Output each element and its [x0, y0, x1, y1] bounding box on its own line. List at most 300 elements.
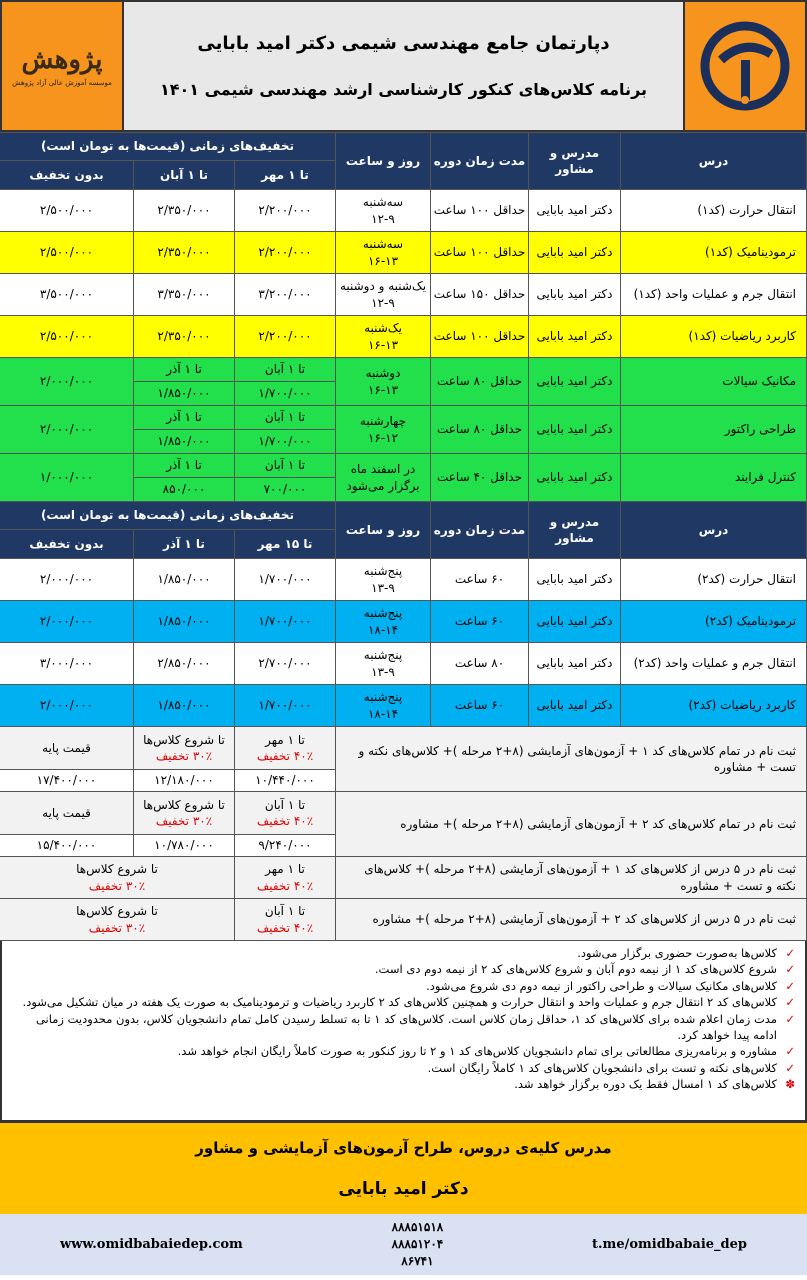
- col-course: [621, 133, 807, 190]
- course-row: [0, 406, 807, 430]
- day-time-line1: یک‌شنبه: [364, 321, 402, 336]
- course-row: [0, 559, 807, 601]
- telegram-link[interactable]: t.me/omidbabaie_dep: [592, 1237, 747, 1252]
- note-item: [12, 994, 795, 1010]
- course-name: [621, 685, 807, 727]
- package-price-3-text: ۱۵/۴۰۰/۰۰۰: [36, 838, 97, 853]
- package-discount-2-line2: ۳۰٪ تخفیف: [155, 814, 213, 828]
- discount-label-1: [235, 358, 336, 382]
- day-time: [336, 232, 431, 274]
- package-price-3-text: ۱۷/۴۰۰/۰۰۰: [36, 773, 97, 788]
- package-discount-2: [0, 857, 235, 899]
- price-2-text: ۲/۳۵۰/۰۰۰: [157, 245, 211, 260]
- website-link[interactable]: www.omidbabaiedep.com: [60, 1237, 243, 1252]
- price-1: [235, 643, 336, 685]
- package-discount-2: [0, 899, 235, 941]
- package-desc-text: ثبت نام در ۵ درس از کلاس‌های کد ۲ + آزمون‌های آزمایشی (۸+۲ مرحله )+ مشاوره: [372, 912, 796, 927]
- package-discount-1: [235, 727, 336, 770]
- duration: [431, 454, 529, 502]
- package-desc: [336, 792, 807, 857]
- package-desc: [336, 727, 807, 792]
- price-3-text: ۲/۰۰۰/۰۰۰: [39, 614, 94, 629]
- package-desc-text: ثبت نام در تمام کلاس‌های کد ۲ + آزمون‌های آزمایشی (۸+۲ مرحله )+ مشاوره: [400, 816, 796, 831]
- price-1-text: ۷۰۰/۰۰۰: [263, 482, 307, 497]
- price-1-text: ۱/۷۰۰/۰۰۰: [258, 614, 312, 629]
- package-discount-2-line2: ۳۰٪ تخفیف: [155, 749, 213, 763]
- package-discount-2-line1: تا شروع کلاس‌ها: [143, 732, 225, 747]
- footer-line1: مدرس کلیه‌ی دروس، طراح آزمون‌های آزمایشی و مشاور: [195, 1138, 612, 1157]
- price-2-text: ۱/۸۵۰/۰۰۰: [157, 614, 211, 629]
- day-time: [336, 358, 431, 406]
- col-discounts: [0, 133, 336, 161]
- phone-3[interactable]: ۸۶۷۴۱: [401, 1254, 434, 1268]
- header-titles: [124, 2, 683, 130]
- col-course: [621, 502, 807, 559]
- teacher: [529, 685, 621, 727]
- col-teacher: [529, 502, 621, 559]
- teacher-text: دکتر امید بابایی: [536, 329, 613, 344]
- package-discount-2-line2: ۳۰٪ تخفیف: [88, 878, 146, 893]
- teacher-text: دکتر امید بابایی: [536, 572, 613, 587]
- phone-numbers: [392, 1219, 444, 1270]
- package-discount-1-line2: ۴۰٪ تخفیف: [256, 878, 314, 893]
- teacher: [529, 190, 621, 232]
- course-name: [621, 358, 807, 406]
- price-1: [235, 190, 336, 232]
- day-time-line1: یک‌شنبه و دوشنبه: [339, 279, 427, 294]
- col-discounts-text: تخفیف‌های زمانی (قیمت‌ها به تومان است): [40, 139, 295, 154]
- price-2-text: ۲/۳۵۰/۰۰۰: [157, 203, 211, 218]
- day-time-line1: در اسفند ماه: [350, 462, 416, 477]
- discount-label-1: [235, 454, 336, 478]
- package-price-2-text: ۱۲/۱۸۰/۰۰۰: [154, 773, 214, 788]
- package-discount-1: [235, 792, 336, 835]
- note-text: کلاس‌های کد ۱ امسال فقط یک دوره برگزار خواهد شد.: [514, 1077, 777, 1092]
- header: [0, 0, 807, 132]
- col-discount-3: [0, 161, 134, 190]
- package-row: [0, 899, 807, 941]
- package-discount-1: [235, 857, 336, 899]
- day-time-line2: ۱۳-۹: [371, 664, 395, 679]
- course-name: [621, 190, 807, 232]
- price-1-text: ۱/۷۰۰/۰۰۰: [258, 434, 312, 449]
- package-price-1-text: ۹/۲۴۰/۰۰۰: [258, 838, 312, 853]
- course-row: [0, 601, 807, 643]
- package-price-2: [134, 770, 235, 792]
- price-1: [235, 274, 336, 316]
- col-discount-2: [134, 161, 235, 190]
- price-2-text: ۱/۸۵۰/۰۰۰: [157, 698, 211, 713]
- price-2-text: ۸۵۰/۰۰۰: [162, 482, 206, 497]
- discount-label-2-text: تا ۱ آذر: [166, 410, 202, 425]
- teacher-text: دکتر امید بابایی: [536, 203, 613, 218]
- price-3-text: ۱/۰۰۰/۰۰۰: [39, 470, 94, 485]
- col-duration: [431, 133, 529, 190]
- footer-banner: [0, 1122, 807, 1214]
- price-3: [0, 358, 134, 406]
- day-time-line2: ۱۶-۱۳: [367, 337, 399, 352]
- course-name-text: کاربرد ریاضیات (کد۲): [688, 698, 796, 713]
- check-icon: ✓: [785, 946, 795, 960]
- note-text: شروع کلاس‌های کد ۱ از نیمه دوم آبان و شروع کلاس‌های کد ۲ از نیمه دوم دی است.: [374, 962, 777, 977]
- package-discount-2-line1: تا شروع کلاس‌ها: [76, 904, 158, 919]
- price-3-text: ۲/۵۰۰/۰۰۰: [39, 203, 94, 218]
- price-3-text: ۲/۰۰۰/۰۰۰: [39, 698, 94, 713]
- day-time-line2: ۱۶-۱۳: [367, 382, 399, 397]
- day-time: [336, 190, 431, 232]
- course-name: [621, 559, 807, 601]
- note-text: کلاس‌های کد ۲ انتقال جرم و عملیات واحد و انتقال حرارت و همچنین کلاس‌های کد ۲ کاربرد ریاضیات و ترمودینامیک به صورت یک هفته در میان تشکیل می‌شود.: [22, 995, 777, 1010]
- teacher-text: دکتر امید بابایی: [536, 470, 613, 485]
- teacher: [529, 232, 621, 274]
- discount-label-1-text: تا ۱ آبان: [264, 362, 306, 377]
- price-1: [235, 382, 336, 406]
- price-1-text: ۲/۷۰۰/۰۰۰: [258, 656, 312, 671]
- price-3-text: ۲/۰۰۰/۰۰۰: [39, 374, 94, 389]
- day-time-line2: ۱۶-۱۳: [367, 253, 399, 268]
- page-subtitle: برنامه کلاس‌های کنکور کارشناسی ارشد مهندسی شیمی ۱۴۰۱: [159, 80, 648, 99]
- note-item: [12, 1060, 795, 1076]
- price-3-text: ۲/۵۰۰/۰۰۰: [39, 329, 94, 344]
- duration-text: ۶۰ ساعت: [454, 572, 505, 587]
- duration-text: ۸۰ ساعت: [454, 656, 505, 671]
- col-day-text: روز و ساعت: [345, 522, 421, 537]
- col-discount-3: [0, 530, 134, 559]
- teacher-text: دکتر امید بابایی: [536, 614, 613, 629]
- col-discount-2-text: تا ۱ آبان: [159, 167, 209, 182]
- price-3: [0, 643, 134, 685]
- check-icon: ✓: [785, 978, 795, 993]
- col-course-text: درس: [698, 522, 729, 537]
- discount-label-1-text: تا ۱ آبان: [264, 410, 306, 425]
- price-2-text: ۱/۸۵۰/۰۰۰: [157, 572, 211, 587]
- page-title: دپارتمان جامع مهندسی شیمی دکتر امید بابایی: [197, 33, 610, 54]
- duration: [431, 643, 529, 685]
- teacher: [529, 454, 621, 502]
- duration: [431, 232, 529, 274]
- price-2-text: ۲/۸۵۰/۰۰۰: [157, 656, 211, 671]
- col-day-text: روز و ساعت: [345, 153, 421, 168]
- price-3: [0, 685, 134, 727]
- package-desc-text: ثبت نام در ۵ درس از کلاس‌های کد ۱ + آزمون‌های آزمایشی (۸+۲ مرحله )+ کلاس‌های نکته و تست + مشاوره: [364, 862, 796, 893]
- duration: [431, 190, 529, 232]
- course-name-text: طراحی راکتور: [724, 422, 796, 437]
- package-discount-2-line2: ۳۰٪ تخفیف: [88, 920, 146, 935]
- col-discount-1: [235, 161, 336, 190]
- day-time-line2: ۱۲-۹: [371, 211, 395, 226]
- course-row: [0, 358, 807, 382]
- note-text: کلاس‌های نکته و تست برای دانشجویان کلاس‌های کد ۱ کاملاً رایگان است.: [427, 1060, 777, 1075]
- check-icon: ✓: [785, 1044, 795, 1059]
- teacher-text: دکتر امید بابایی: [536, 422, 613, 437]
- check-icon: ✓: [785, 962, 795, 977]
- price-1: [235, 559, 336, 601]
- package-discount-1-line1: تا ۱ مهر: [265, 862, 305, 877]
- discount-label-2: [134, 454, 235, 478]
- note-item: [12, 1076, 795, 1092]
- course-row: [0, 454, 807, 478]
- course-name: [621, 232, 807, 274]
- col-discount-1-text: تا ۱۵ مهر: [257, 536, 313, 551]
- note-text: کلاس‌های مکانیک سیالات و طراحی راکتور از نیمه دوم دی شروع می‌شود.: [426, 978, 777, 993]
- duration: [431, 601, 529, 643]
- price-1-text: ۱/۷۰۰/۰۰۰: [258, 698, 312, 713]
- price-2-text: ۱/۸۵۰/۰۰۰: [157, 434, 211, 449]
- course-name: [621, 601, 807, 643]
- course-row: [0, 190, 807, 232]
- col-duration-text: مدت زمان دوره: [433, 153, 526, 168]
- price-3: [0, 190, 134, 232]
- package-discount-1-line2: ۴۰٪ تخفیف: [256, 814, 314, 828]
- package-desc: [336, 857, 807, 899]
- col-discount-2: [134, 530, 235, 559]
- duration-text: حداقل ۱۰۰ ساعت: [433, 329, 526, 344]
- package-discount-1: [235, 899, 336, 941]
- duration-text: حداقل ۴۰ ساعت: [436, 470, 523, 485]
- price-3: [0, 316, 134, 358]
- note-item: [12, 978, 795, 994]
- discount-label-2: [134, 358, 235, 382]
- course-row: [0, 685, 807, 727]
- course-row: [0, 274, 807, 316]
- package-price-2-text: ۱۰/۷۸۰/۰۰۰: [154, 838, 214, 853]
- day-time-line2: ۱۶-۱۲: [367, 430, 399, 445]
- note-item: [12, 1043, 795, 1059]
- price-1-text: ۱/۷۰۰/۰۰۰: [258, 572, 312, 587]
- course-name: [621, 316, 807, 358]
- day-time-line1: پنج‌شنبه: [363, 564, 403, 579]
- note-item: [12, 1011, 795, 1044]
- duration-text: ۶۰ ساعت: [454, 698, 505, 713]
- price-2: [134, 232, 235, 274]
- col-discount-3-text: بدون تخفیف: [29, 536, 104, 551]
- price-3: [0, 232, 134, 274]
- price-3: [0, 274, 134, 316]
- note-text: مدت زمان اعلام شده برای کلاس‌های کد ۱، حداقل زمان کلاس است. کلاس‌های کد ۱ تا به تسلط رسیدن کامل تمام دانشجویان کلاس، بدون محدودیت زمانی ادامه پیدا خواهد کرد.: [35, 1011, 777, 1043]
- note-item: [12, 945, 795, 961]
- course-name: [621, 274, 807, 316]
- department-logo: [683, 2, 805, 130]
- check-icon: ✓: [785, 995, 795, 1010]
- course-name-text: ترمودینامیک (کد۱): [705, 245, 796, 260]
- price-2: [134, 601, 235, 643]
- contact-bar: [0, 1214, 807, 1275]
- duration-text: ۶۰ ساعت: [454, 614, 505, 629]
- price-2: [134, 316, 235, 358]
- discount-label-2-text: تا ۱ آذر: [166, 458, 202, 473]
- duration-text: حداقل ۱۰۰ ساعت: [433, 203, 526, 218]
- price-1: [235, 232, 336, 274]
- package-price-3: [0, 770, 134, 792]
- price-3: [0, 601, 134, 643]
- schedule-table: [0, 132, 807, 941]
- day-time-line2: ۱۲-۹: [371, 295, 395, 310]
- package-desc-text: ثبت نام در تمام کلاس‌های کد ۱ + آزمون‌های آزمایشی (۸+۲ مرحله )+ کلاس‌های نکته و تست + مشاوره: [358, 743, 796, 774]
- course-name-text: کاربرد ریاضیات (کد۱): [688, 329, 796, 344]
- package-discount-2: [134, 727, 235, 770]
- day-time: [336, 406, 431, 454]
- day-time: [336, 685, 431, 727]
- price-2: [134, 274, 235, 316]
- check-icon: ✓: [785, 1060, 795, 1075]
- package-row: [0, 792, 807, 835]
- teacher: [529, 358, 621, 406]
- col-day: [336, 502, 431, 559]
- check-icon: ✓: [785, 1011, 795, 1026]
- note-item: [12, 961, 795, 977]
- price-2: [134, 190, 235, 232]
- col-discount-1-text: تا ۱ مهر: [261, 167, 309, 182]
- price-1: [235, 601, 336, 643]
- package-discount-2-line1: تا شروع کلاس‌ها: [76, 862, 158, 877]
- day-time-line2: ۱۸-۱۴: [367, 622, 399, 637]
- package-discount-1-line1: تا ۱ آبان: [264, 904, 306, 919]
- package-row: [0, 727, 807, 770]
- package-discount-1-line1: تا ۱ آبان: [264, 797, 306, 812]
- course-name-text: انتقال حرارت (کد۲): [697, 572, 796, 587]
- course-row: [0, 316, 807, 358]
- teacher-text: دکتر امید بابایی: [536, 374, 613, 389]
- discount-label-2: [134, 406, 235, 430]
- price-1-text: ۲/۲۰۰/۰۰۰: [258, 245, 312, 260]
- col-discounts-text: تخفیف‌های زمانی (قیمت‌ها به تومان است): [40, 508, 295, 523]
- day-time-line2: ۱۳-۹: [371, 580, 395, 595]
- course-name-text: ترمودینامیک (کد۲): [705, 614, 796, 629]
- duration-text: حداقل ۱۰۰ ساعت: [433, 245, 526, 260]
- col-discount-2-text: تا ۱ آذر: [163, 536, 205, 551]
- course-row: [0, 643, 807, 685]
- price-1: [235, 316, 336, 358]
- course-name: [621, 643, 807, 685]
- price-1-text: ۲/۲۰۰/۰۰۰: [258, 329, 312, 344]
- package-row: [0, 857, 807, 899]
- teacher-text: دکتر امید بابایی: [536, 287, 613, 302]
- phone-2[interactable]: ۸۸۸۵۱۲۰۴: [391, 1237, 444, 1251]
- price-1: [235, 685, 336, 727]
- price-2: [134, 685, 235, 727]
- price-2: [134, 430, 235, 454]
- duration: [431, 274, 529, 316]
- package-discount-2: [134, 792, 235, 835]
- day-time: [336, 601, 431, 643]
- package-desc: [336, 899, 807, 941]
- price-2-text: ۲/۳۵۰/۰۰۰: [157, 329, 211, 344]
- day-time-line1: سه‌شنبه: [362, 237, 404, 252]
- package-base: [0, 792, 134, 835]
- department-logo-icon: [699, 20, 791, 112]
- teacher-text: دکتر امید بابایی: [536, 245, 613, 260]
- notes-section: [0, 941, 807, 1122]
- col-duration-text: مدت زمان دوره: [433, 522, 526, 537]
- day-time-line1: پنج‌شنبه: [363, 648, 403, 663]
- teacher: [529, 601, 621, 643]
- course-name-text: کنترل فرایند: [734, 470, 796, 485]
- package-discount-1-line2: ۴۰٪ تخفیف: [256, 749, 314, 763]
- phone-1[interactable]: ۸۸۸۵۱۵۱۸: [391, 1220, 444, 1234]
- package-price-3: [0, 835, 134, 857]
- price-1-text: ۲/۲۰۰/۰۰۰: [258, 203, 312, 218]
- price-2: [134, 559, 235, 601]
- package-price-1-text: ۱۰/۴۴۰/۰۰۰: [255, 773, 315, 788]
- course-name-text: مکانیک سیالات: [722, 374, 796, 389]
- package-base-text: قیمت پایه: [42, 740, 91, 755]
- institute-logo: [2, 2, 124, 130]
- day-time-line1: دوشنبه: [365, 366, 401, 381]
- price-3: [0, 454, 134, 502]
- day-time: [336, 559, 431, 601]
- note-text: کلاس‌ها به‌صورت حضوری برگزار می‌شود.: [577, 946, 777, 960]
- day-time: [336, 454, 431, 502]
- col-teacher: [529, 133, 621, 190]
- discount-label-1-text: تا ۱ آبان: [264, 458, 306, 473]
- price-1: [235, 430, 336, 454]
- course-name-text: انتقال حرارت (کد۱): [697, 203, 796, 218]
- day-time-line1: سه‌شنبه: [362, 195, 404, 210]
- course-name: [621, 454, 807, 502]
- duration: [431, 358, 529, 406]
- col-course-text: درس: [698, 153, 729, 168]
- day-time-line1: پنج‌شنبه: [363, 690, 403, 705]
- price-3: [0, 559, 134, 601]
- price-1: [235, 478, 336, 502]
- price-3-text: ۲/۵۰۰/۰۰۰: [39, 245, 94, 260]
- day-time: [336, 643, 431, 685]
- day-time-line1: چهارشنبه: [359, 414, 407, 429]
- price-2-text: ۱/۸۵۰/۰۰۰: [157, 386, 211, 401]
- price-3-text: ۲/۰۰۰/۰۰۰: [39, 572, 94, 587]
- note-text: مشاوره و برنامه‌ریزی مطالعاتی برای تمام دانشجویان کلاس‌های کد ۱ و ۲ تا روز کنکور به صورت کاملاً رایگان انجام خواهد شد.: [177, 1044, 777, 1059]
- teacher: [529, 643, 621, 685]
- duration: [431, 559, 529, 601]
- price-3-text: ۳/۰۰۰/۰۰۰: [39, 656, 94, 671]
- teacher: [529, 559, 621, 601]
- package-base: [0, 727, 134, 770]
- price-2: [134, 643, 235, 685]
- course-name: [621, 406, 807, 454]
- duration: [431, 406, 529, 454]
- duration-text: حداقل ۱۵۰ ساعت: [433, 287, 526, 302]
- day-time-line1: پنج‌شنبه: [363, 606, 403, 621]
- duration: [431, 316, 529, 358]
- package-discount-1-line2: ۴۰٪ تخفیف: [256, 920, 314, 935]
- col-teacher-text: مدرس و مشاور: [549, 145, 600, 176]
- discount-label-1: [235, 406, 336, 430]
- col-discount-3-text: بدون تخفیف: [29, 167, 104, 182]
- day-time: [336, 316, 431, 358]
- teacher: [529, 316, 621, 358]
- package-discount-2-line1: تا شروع کلاس‌ها: [143, 797, 225, 812]
- price-2: [134, 382, 235, 406]
- col-day: [336, 133, 431, 190]
- teacher-text: دکتر امید بابایی: [536, 698, 613, 713]
- package-price-1: [235, 835, 336, 857]
- teacher: [529, 406, 621, 454]
- duration-text: حداقل ۸۰ ساعت: [436, 374, 523, 389]
- discount-label-2-text: تا ۱ آذر: [166, 362, 202, 377]
- price-3-text: ۳/۵۰۰/۰۰۰: [39, 287, 94, 302]
- course-name-text: انتقال جرم و عملیات واحد (کد۲): [633, 656, 796, 671]
- price-3-text: ۲/۰۰۰/۰۰۰: [39, 422, 94, 437]
- col-discount-1: [235, 530, 336, 559]
- price-2: [134, 478, 235, 502]
- day-time: [336, 274, 431, 316]
- col-discounts: [0, 502, 336, 530]
- price-2-text: ۳/۳۵۰/۰۰۰: [157, 287, 211, 302]
- package-base-text: قیمت پایه: [42, 805, 91, 820]
- price-3: [0, 406, 134, 454]
- day-time-line2: برگزار می‌شود: [346, 478, 420, 493]
- check-icon: ✽: [785, 1077, 795, 1092]
